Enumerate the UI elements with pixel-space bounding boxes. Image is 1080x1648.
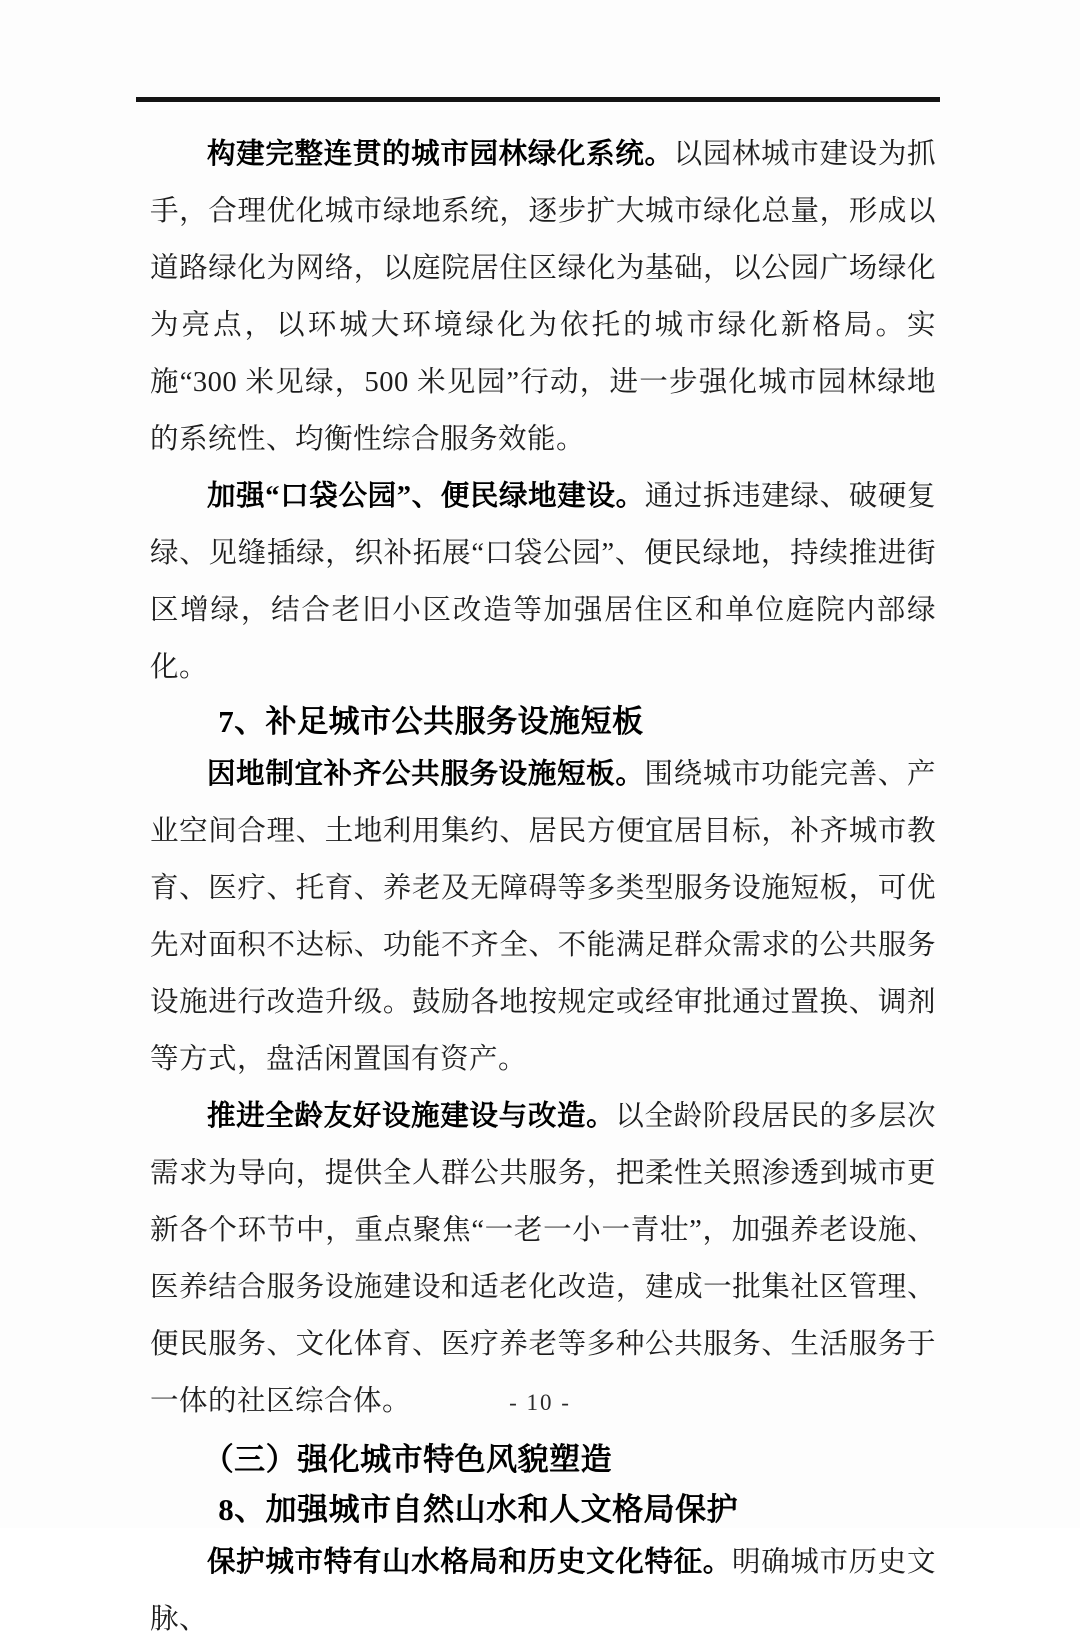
paragraph-lead: 因地制宜补齐公共服务设施短板。 xyxy=(207,759,645,790)
paragraph-text: 围绕城市功能完善、产业空间合理、土地利用集约、居民方便宜居目标，补齐城市教育、医疗、托育、养老及无障碍等多类型服务设施短板，可优先对面积不达标、功能不齐全、不能满足群众需求的公共服务设施进行改造升级。鼓励各地按规定或经审批通过置换、调剂等方式，盘活闲置国有资产。 xyxy=(150,759,936,1075)
paragraph-all-age xyxy=(150,1088,936,1430)
paragraph-public-service xyxy=(150,746,936,1088)
paragraph-lead: 构建完整连贯的城市园林绿化系统。 xyxy=(207,139,674,170)
paragraph-lead: 加强“口袋公园”、便民绿地建设。 xyxy=(207,481,645,512)
document-content xyxy=(150,126,936,1648)
paragraph-text: 通过拆违建绿、破硬复绿、见缝插绿，织补拓展“口袋公园”、便民绿地，持续推进街区增绿，结合老旧小区改造等加强居住区和单位庭院内部绿化。 xyxy=(150,481,936,683)
paragraph-lead: 保护城市特有山水格局和历史文化特征。 xyxy=(207,1547,732,1578)
heading-item-7: 7、补足城市公共服务设施短板 xyxy=(218,704,644,739)
paragraph-green-system xyxy=(150,126,936,468)
header-rule xyxy=(136,97,940,102)
paragraph-lead: 推进全龄友好设施建设与改造。 xyxy=(207,1101,616,1132)
paragraph-text: 以园林城市建设为抓手，合理优化城市绿地系统，逐步扩大城市绿化总量，形成以道路绿化为网络，以庭院居住区绿化为基础，以公园广场绿化为亮点，以环城大环境绿化为依托的城市绿化新格局。实施“300 米见绿，500 米见园”行动，进一步强化城市园林绿地的系统性、均衡性综合服务效能。 xyxy=(150,139,936,455)
page-number: - 10 - xyxy=(509,1390,571,1415)
paragraph-text: 明确城市历史文脉、 xyxy=(150,1547,936,1635)
heading-item-8: 8、加强城市自然山水和人文格局保护 xyxy=(218,1492,739,1527)
paragraph-landscape xyxy=(150,1534,936,1648)
paragraph-pocket-park xyxy=(150,468,936,696)
heading-section-3: （三）强化城市特色风貌塑造 xyxy=(202,1442,613,1477)
paragraph-text: 以全龄阶段居民的多层次需求为导向，提供全人群公共服务，把柔性关照渗透到城市更新各个环节中，重点聚焦“一老一小一青壮”，加强养老设施、医养结合服务设施建设和适老化改造，建成一批集社区管理、便民服务、文化体育、医疗养老等多种公共服务、生活服务于一体的社区综合体。 xyxy=(150,1101,936,1417)
